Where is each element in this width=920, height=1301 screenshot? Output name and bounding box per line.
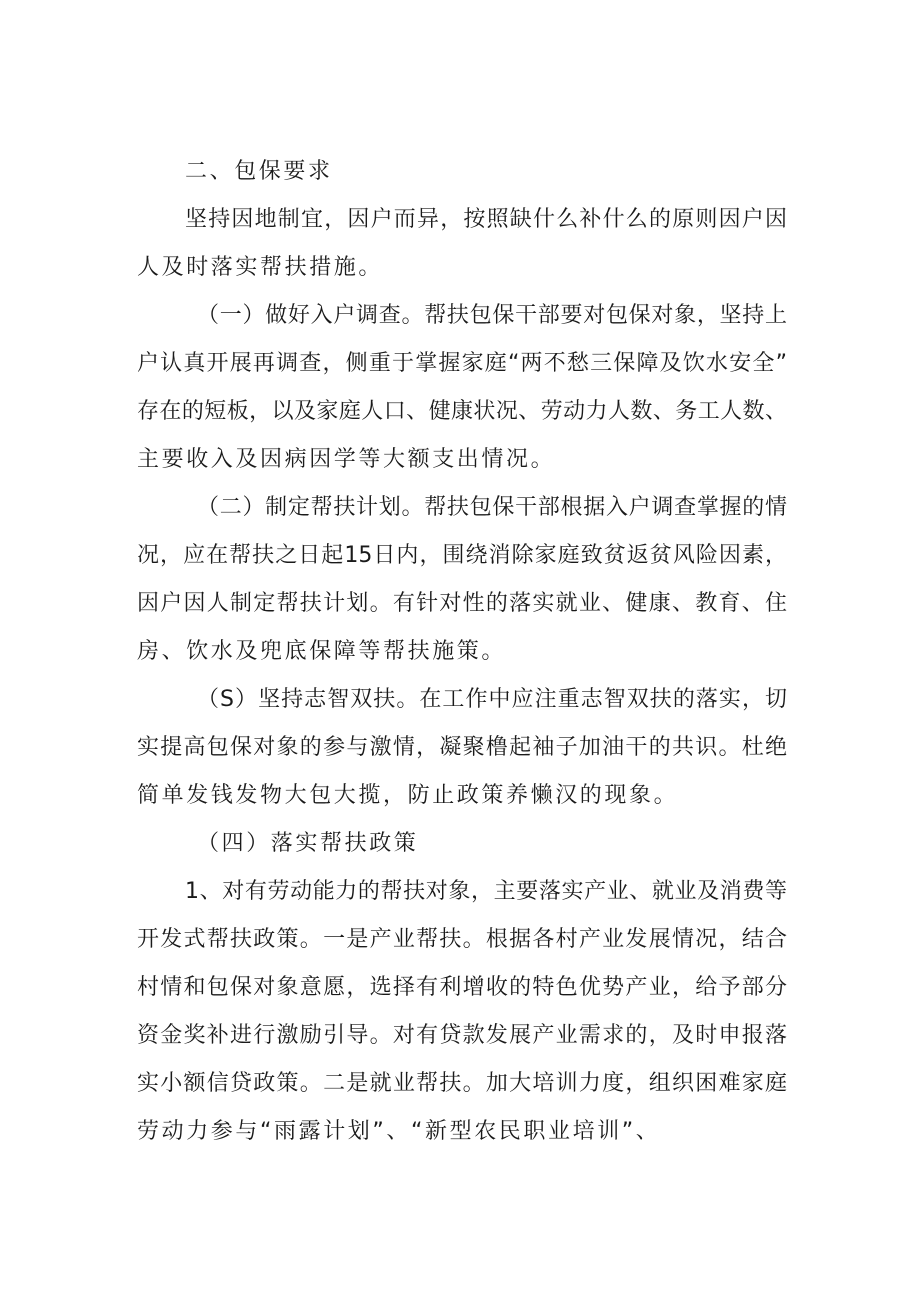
- paragraph-line: 存在的短板，以及家庭人口、健康状况、劳动力人数、务工人数、: [137, 399, 787, 424]
- paragraph-line: 主要收入及因病因学等大额支出情况。: [137, 447, 556, 472]
- paragraph-line: 因户因人制定帮扶计划。有针对性的落实就业、健康、教育、住: [137, 591, 787, 616]
- paragraph-line: 房、饮水及兜底保障等帮扶施策。: [137, 639, 507, 664]
- paragraph-line: 人及时落实帮扶措施。: [137, 255, 384, 280]
- paragraph-line: 村情和包保对象意愿，选择有利增收的特色优势产业，给予部分: [137, 975, 787, 1000]
- section-heading: 二、包保要求: [185, 159, 333, 184]
- paragraph-line: 资金奖补进行激励引导。对有贷款发展产业需求的，及时申报落: [137, 1023, 787, 1048]
- subsection-heading: （四）落实帮扶政策: [197, 831, 419, 856]
- paragraph-line: 坚持因地制宜，因户而异，按照缺什么补什么的原则因户因: [185, 207, 787, 232]
- paragraph-line: 实小额信贷政策。二是就业帮扶。加大培训力度，组织困难家庭: [137, 1071, 787, 1096]
- paragraph-line: 户认真开展再调查，侧重于掌握家庭“两不愁三保障及饮水安全”: [137, 351, 787, 376]
- paragraph-line: 1、对有劳动能力的帮扶对象，主要落实产业、就业及消费等: [185, 879, 787, 904]
- paragraph-line: （一）做好入户调查。帮扶包保干部要对包保对象，坚持上: [197, 303, 787, 328]
- paragraph-line: 况，应在帮扶之日起15日内，围绕消除家庭致贫返贫风险因素，: [137, 543, 787, 568]
- paragraph-line: （S）坚持志智双扶。在工作中应注重志智双扶的落实，切: [197, 687, 787, 712]
- paragraph-line: （二）制定帮扶计划。帮扶包保干部根据入户调查掌握的情: [197, 495, 787, 520]
- paragraph-line: 实提高包保对象的参与激情，凝聚橹起袖子加油干的共识。杜绝: [137, 735, 787, 760]
- paragraph-line: 简单发钱发物大包大揽，防止政策养懒汉的现象。: [137, 783, 679, 808]
- paragraph-line: 劳动力参与“雨露计划”、“新型农民职业培训”、: [137, 1119, 661, 1144]
- paragraph-line: 开发式帮扶政策。一是产业帮扶。根据各村产业发展情况，结合: [137, 927, 787, 952]
